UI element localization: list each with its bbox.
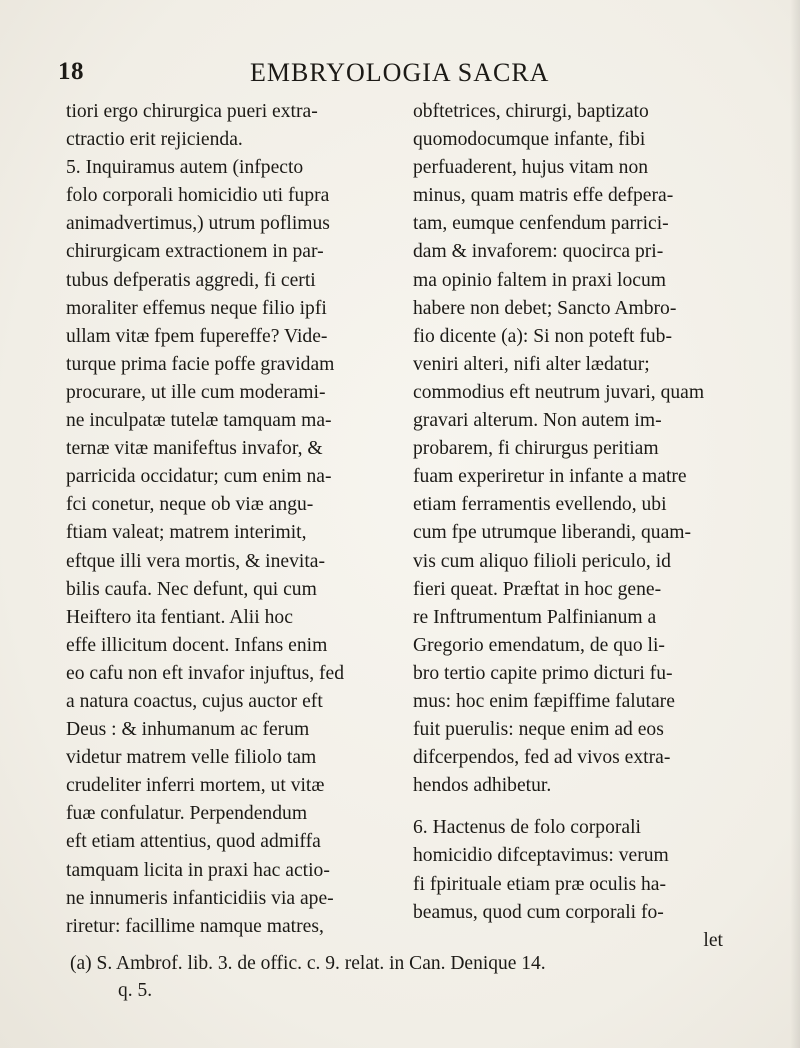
text-line: ne inculpatæ tutelæ tamquam ma- [66,410,332,432]
text-line: quomodocumque infante, fibi [413,129,646,151]
text-line: fuæ confulatur. Perpendendum [66,803,308,825]
catchword: let [703,929,723,951]
text-line: eo cafu non eft invafor injuftus, fed [66,662,345,684]
text-line: fio dicente (a): Si non poteft fub- [413,325,672,347]
text-line: animadvertimus,) utrum poflimus [66,213,330,235]
text-line: tiori ergo chirurgica pueri extra- [66,101,318,122]
text-line: fci conetur, neque ob viæ angu- [66,494,314,516]
text-line: Deus : & inhumanum ac ferum [66,719,310,741]
text-line: fuam experiretur in infante a matre [413,466,687,488]
text-line: etiam ferramentis evellendo, ubi [413,494,667,516]
text-line: vis cum aliquo filioli periculo, id [413,550,671,572]
text-line: riretur: facillime namque matres, [66,915,324,937]
text-line: fuit puerulis: neque enim ad eos [413,719,664,741]
text-line: difcerpendos, fed ad vivos extra- [413,747,671,769]
text-line: ullam vitæ fpem fupereffe? Vide- [66,325,328,347]
text-line: mus: hoc enim fæpiffime falutare [413,690,675,712]
text-line: minus, quam matris effe defpera- [413,185,674,207]
text-line: probarem, fi chirurgus peritiam [413,438,659,460]
page-gutter-shade [790,0,800,1048]
text-line: videtur matrem velle filiolo tam [66,747,317,769]
footnote [70,950,730,1004]
footnote-line: q. 5. [118,980,153,1001]
text-line: 6. Hactenus de folo corporali [413,817,641,839]
text-line: Heiftero ita fentiant. Alii hoc [66,606,293,628]
footnote-line: (a) S. Ambrof. lib. 3. de offic. c. 9. relat. in Can. Denique 14. [70,953,546,974]
text-line: hendos adhibetur. [413,775,552,797]
text-line: homicidio difceptavimus: verum [413,845,669,867]
text-line: ne innumeris infanticidiis via ape- [66,887,334,909]
text-line: tubus defperatis aggredi, fi certi [66,269,316,291]
text-line: veniri alteri, nifi alter lædatur; [413,353,650,375]
text-line: ma opinio faltem in praxi locum [413,269,667,291]
text-line: effe illicitum docent. Infans enim [66,634,328,656]
text-line: chirurgicam extractionem in par- [66,241,324,263]
text-line: parricida occidatur; cum enim na- [66,466,332,488]
text-line: gravari alterum. Non autem im- [413,410,662,432]
text-line: ternæ vitæ manifeftus invafor, & [66,438,323,460]
text-line: Gregorio emendatum, de quo li- [413,634,665,656]
text-line: re Inftrumentum Palfinianum a [413,606,657,628]
text-line: bro tertio capite primo dicturi fu- [413,662,673,684]
text-line: perfuaderent, hujus vitam non [413,157,649,179]
text-line: obftetrices, chirurgi, baptizato [413,101,649,122]
text-line: ftiam valeat; matrem interimit, [66,522,307,544]
text-line: eft etiam attentius, quod admiffa [66,831,321,853]
text-line: 5. Inquiramus autem (infpecto [66,157,304,179]
text-line: folo corporali homicidio uti fupra [66,185,330,207]
text-line: commodius eft neutrum juvari, quam [413,381,705,403]
text-line: cum fpe utrumque liberandi, quam- [413,522,692,544]
text-line: tamquam licita in praxi hac actio- [66,859,330,881]
text-line: bilis caufa. Nec defunt, qui cum [66,578,317,600]
page-header [0,58,800,92]
page-number: 18 [58,58,84,85]
text-line: beamus, quod cum corporali fo- [413,901,664,923]
left-column [66,98,356,941]
paragraph-gap [413,800,723,814]
right-column [413,98,723,955]
running-title: EMBRYOLOGIA SACRA [250,58,550,87]
text-line: fi fpirituale etiam præ oculis ha- [413,873,667,895]
text-line: a natura coactus, cujus auctor eft [66,690,323,712]
text-line: turque prima facie poffe gravidam [66,353,335,375]
text-line: habere non debet; Sancto Ambro- [413,297,677,319]
text-line: dam & invaforem: quocirca pri- [413,241,664,263]
text-line: eftque illi vera mortis, & inevita- [66,550,325,572]
text-line: moraliter effemus neque filio ipfi [66,297,327,319]
text-line: fieri queat. Præftat in hoc gene- [413,578,662,600]
text-line: crudeliter inferri mortem, ut vitæ [66,775,325,797]
text-line: ctractio erit rejicienda. [66,129,243,151]
text-line: procurare, ut ille cum moderami- [66,381,326,403]
text-line: tam, eumque cenfendum parrici- [413,213,669,235]
